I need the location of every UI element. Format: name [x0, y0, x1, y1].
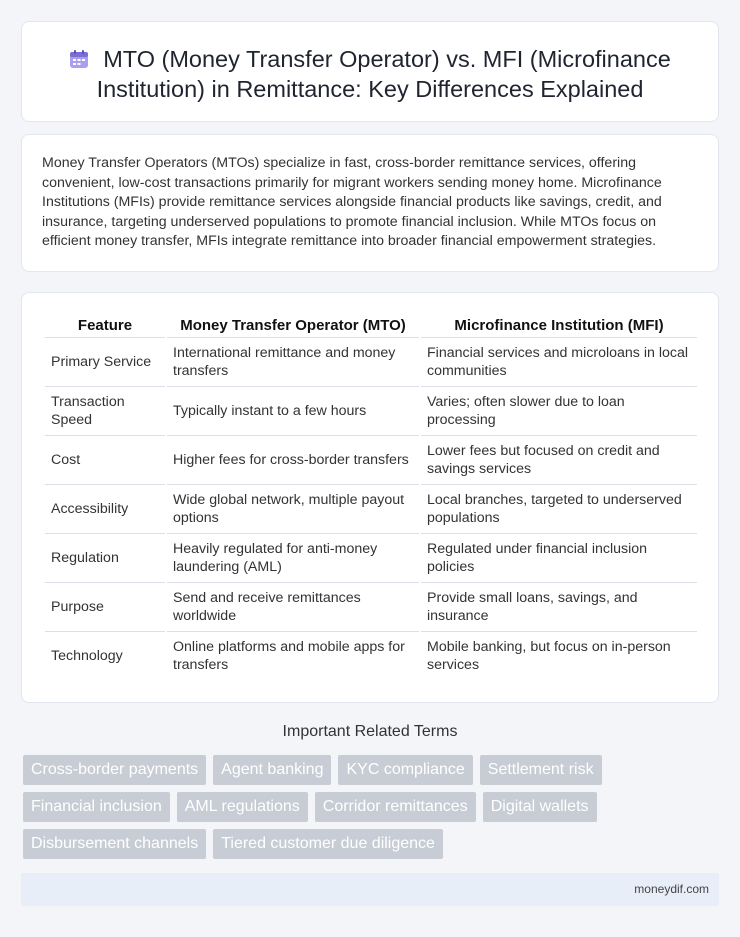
feature-cell: Regulation: [45, 534, 165, 583]
feature-cell: Technology: [51, 648, 123, 664]
mto-cell: Send and receive remittances worldwide: [167, 583, 419, 632]
feature-cell: Transaction Speed: [45, 387, 165, 436]
comparison-table: [43, 313, 699, 680]
mfi-cell: Varies; often slower due to loan processing: [421, 387, 697, 436]
column-header-mto: Money Transfer Operator (MTO): [167, 313, 419, 338]
table-row: [45, 632, 697, 680]
related-terms-heading: Important Related Terms: [282, 723, 458, 740]
table-row: [45, 534, 697, 583]
mfi-cell: Local branches, targeted to underserved populations: [421, 485, 697, 534]
term-tag[interactable]: Digital wallets: [483, 792, 597, 822]
table-row: [45, 583, 697, 632]
column-header-mfi: Microfinance Institution (MFI): [421, 313, 697, 338]
term-tag[interactable]: KYC compliance: [338, 755, 472, 785]
term-tag[interactable]: Settlement risk: [480, 755, 602, 785]
page-title-wrap: [52, 44, 688, 104]
mto-cell: Higher fees for cross-border transfers: [167, 436, 419, 485]
mto-cell: Wide global network, multiple payout options: [167, 485, 419, 534]
mto-cell: Typically instant to a few hours: [167, 387, 419, 436]
mfi-cell: Provide small loans, savings, and insurance: [421, 583, 697, 632]
feature-cell: Primary Service: [45, 338, 165, 387]
intro-paragraph: Money Transfer Operators (MTOs) specialize in fast, cross-border remittance services, offering convenient, low-cost transactions primarily for migrant workers sending money home. Microfinance Institutions (MFIs) provide remittance services alongside financial products like savings, credit, and insurance, targeting underserved populations to promote financial inclusion. While MTOs focus on efficient money transfer, MFIs integrate remittance into broader financial empowerment strategies.: [42, 155, 662, 249]
title-card: [21, 21, 719, 122]
comparison-card: [21, 292, 719, 703]
related-terms-list: [23, 755, 623, 859]
mto-cell: International remittance and money transfers: [167, 338, 419, 387]
term-tag[interactable]: Disbursement channels: [23, 829, 206, 859]
term-tag[interactable]: Cross-border payments: [23, 755, 206, 785]
column-header-feature: Feature: [45, 313, 165, 338]
table-row: [45, 485, 697, 534]
mfi-cell: Lower fees but focused on credit and savings services: [421, 436, 697, 485]
feature-cell: Purpose: [45, 583, 165, 632]
mfi-cell: Mobile banking, but focus on in-person services: [427, 639, 671, 673]
term-tag[interactable]: Corridor remittances: [315, 792, 476, 822]
mfi-cell: Regulated under financial inclusion policies: [421, 534, 697, 583]
term-tag[interactable]: AML regulations: [177, 792, 308, 822]
table-row: [45, 436, 697, 485]
footer-site-link[interactable]: moneydif.com: [634, 882, 709, 896]
table-row: [45, 338, 697, 387]
calendar-icon: [69, 49, 89, 69]
feature-cell: Accessibility: [45, 485, 165, 534]
term-tag[interactable]: Agent banking: [213, 755, 331, 785]
term-tag[interactable]: Financial inclusion: [23, 792, 170, 822]
mto-cell: Heavily regulated for anti-money laundering (AML): [167, 534, 419, 583]
page-title: MTO (Money Transfer Operator) vs. MFI (Microfinance Institution) in Remittance: Key Differences Explained: [96, 46, 671, 102]
footer-bar: [21, 873, 719, 906]
intro-card: [21, 134, 719, 272]
mto-cell: Online platforms and mobile apps for transfers: [173, 639, 405, 673]
term-tag[interactable]: Tiered customer due diligence: [213, 829, 443, 859]
table-row: [45, 387, 697, 436]
mfi-cell: Financial services and microloans in local communities: [421, 338, 697, 387]
feature-cell: Cost: [45, 436, 165, 485]
table-header-row: [45, 313, 697, 338]
